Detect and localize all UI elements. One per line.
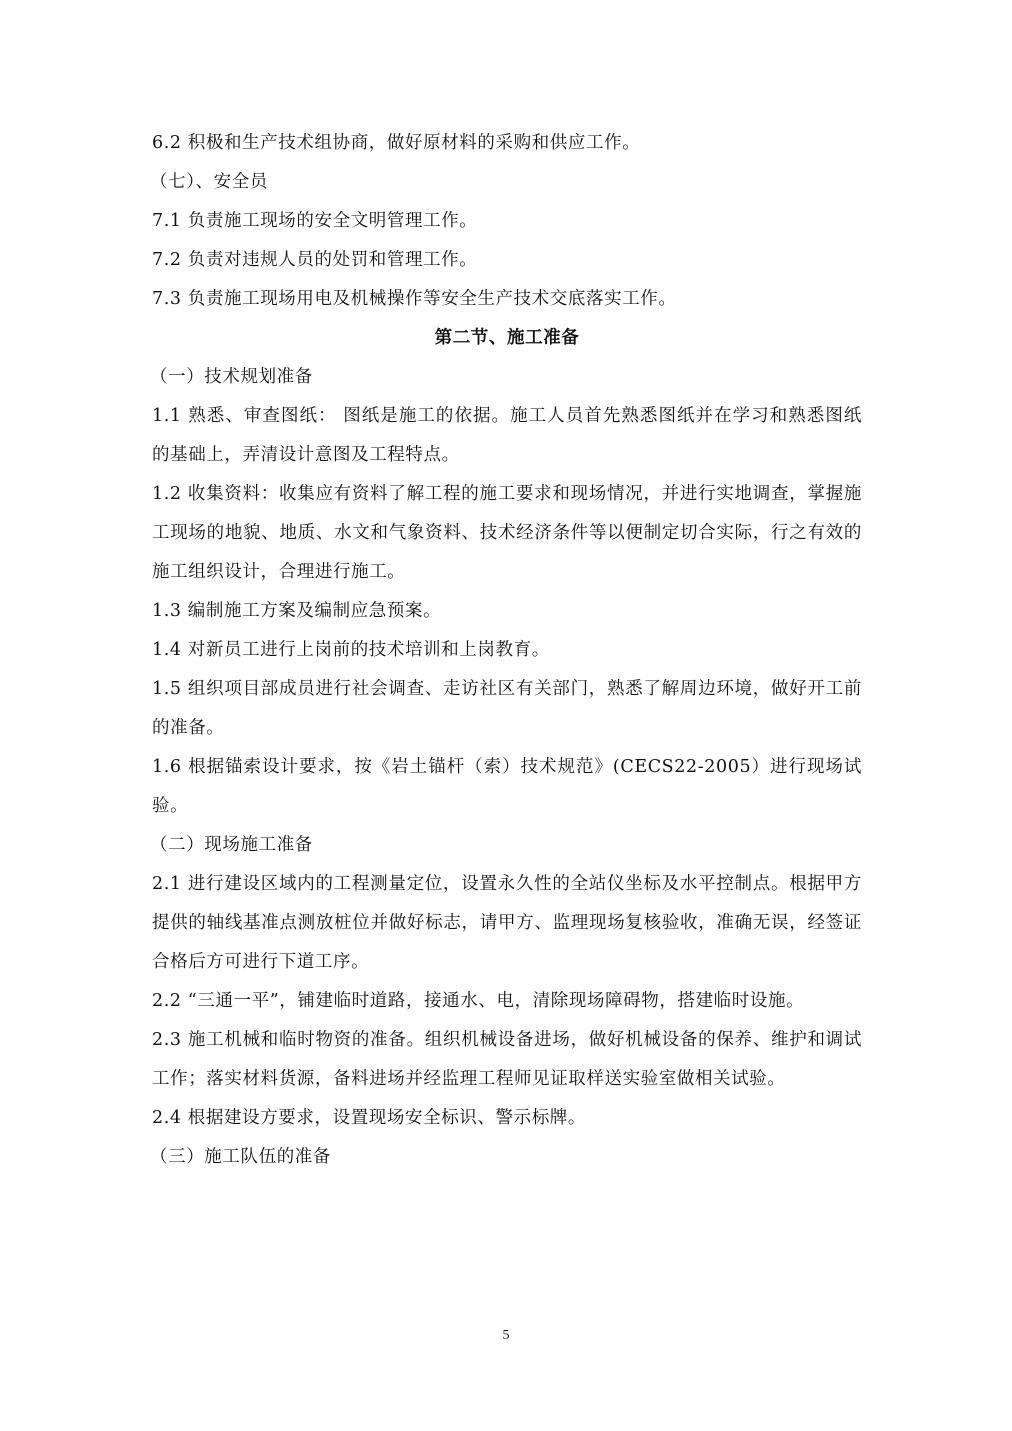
paragraph-6-2: 6.2 积极和生产技术组协商，做好原材料的采购和供应工作。 xyxy=(152,133,641,153)
paragraph-7-3: 7.3 负责施工现场用电及机械操作等安全生产技术交底落实工作。 xyxy=(152,289,677,309)
paragraph-2-1: 2.1 进行建设区域内的工程测量定位，设置永久性的全站仪坐标及水平控制点。根据甲方提供的轴线基准点测放桩位并做好标志，请甲方、监理现场复核验收，准确无误，经签证合格后方可进行下道工序。 xyxy=(152,874,862,972)
paragraph-2-2: 2.2 “三通一平”，铺建临时道路，接通水、电，清除现场障碍物，搭建临时设施。 xyxy=(152,991,805,1011)
paragraph-1-3: 1.3 编制施工方案及编制应急预案。 xyxy=(152,601,442,621)
paragraph-7-1: 7.1 负责施工现场的安全文明管理工作。 xyxy=(152,211,478,231)
paragraph-2-3: 2.3 施工机械和临时物资的准备。组织机械设备进场，做好机械设备的保养、维护和调试工作；落实材料货源，备料进场并经监理工程师见证取样送实验室做相关试验。 xyxy=(152,1030,862,1089)
paragraph-1-6: 1.6 根据锚索设计要求，按《岩土锚杆（索）技术规范》(CECS22-2005）进行现场试验。 xyxy=(152,757,862,816)
paragraph-1-2: 1.2 收集资料：收集应有资料了解工程的施工要求和现场情况，并进行实地调查，掌握施工现场的地貌、地质、水文和气象资料、技术经济条件等以便制定切合实际，行之有效的施工组织设计，合理进行施工。 xyxy=(152,484,862,582)
section-title: 第二节、施工准备 xyxy=(434,328,580,348)
paragraph-1-1: 1.1 熟悉、审查图纸： 图纸是施工的依据。施工人员首先熟悉图纸并在学习和熟悉图纸的基础上，弄清设计意图及工程特点。 xyxy=(152,406,862,465)
paragraph-1-5: 1.5 组织项目部成员进行社会调查、走访社区有关部门，熟悉了解周边环境，做好开工前的准备。 xyxy=(152,679,862,738)
page-number: 5 xyxy=(502,1328,510,1343)
heading-safety-officer: （七）、安全员 xyxy=(150,172,268,192)
paragraph-2-4: 2.4 根据建设方要求，设置现场安全标识、警示标牌。 xyxy=(152,1108,586,1128)
heading-team-preparation: （三）施工队伍的准备 xyxy=(150,1147,331,1167)
heading-technical-planning: （一）技术规划准备 xyxy=(150,367,313,387)
paragraph-1-4: 1.4 对新员工进行上岗前的技术培训和上岗教育。 xyxy=(152,640,550,660)
paragraph-7-2: 7.2 负责对违规人员的处罚和管理工作。 xyxy=(152,250,478,270)
heading-site-preparation: （二）现场施工准备 xyxy=(150,835,313,855)
document-body xyxy=(152,124,862,1177)
